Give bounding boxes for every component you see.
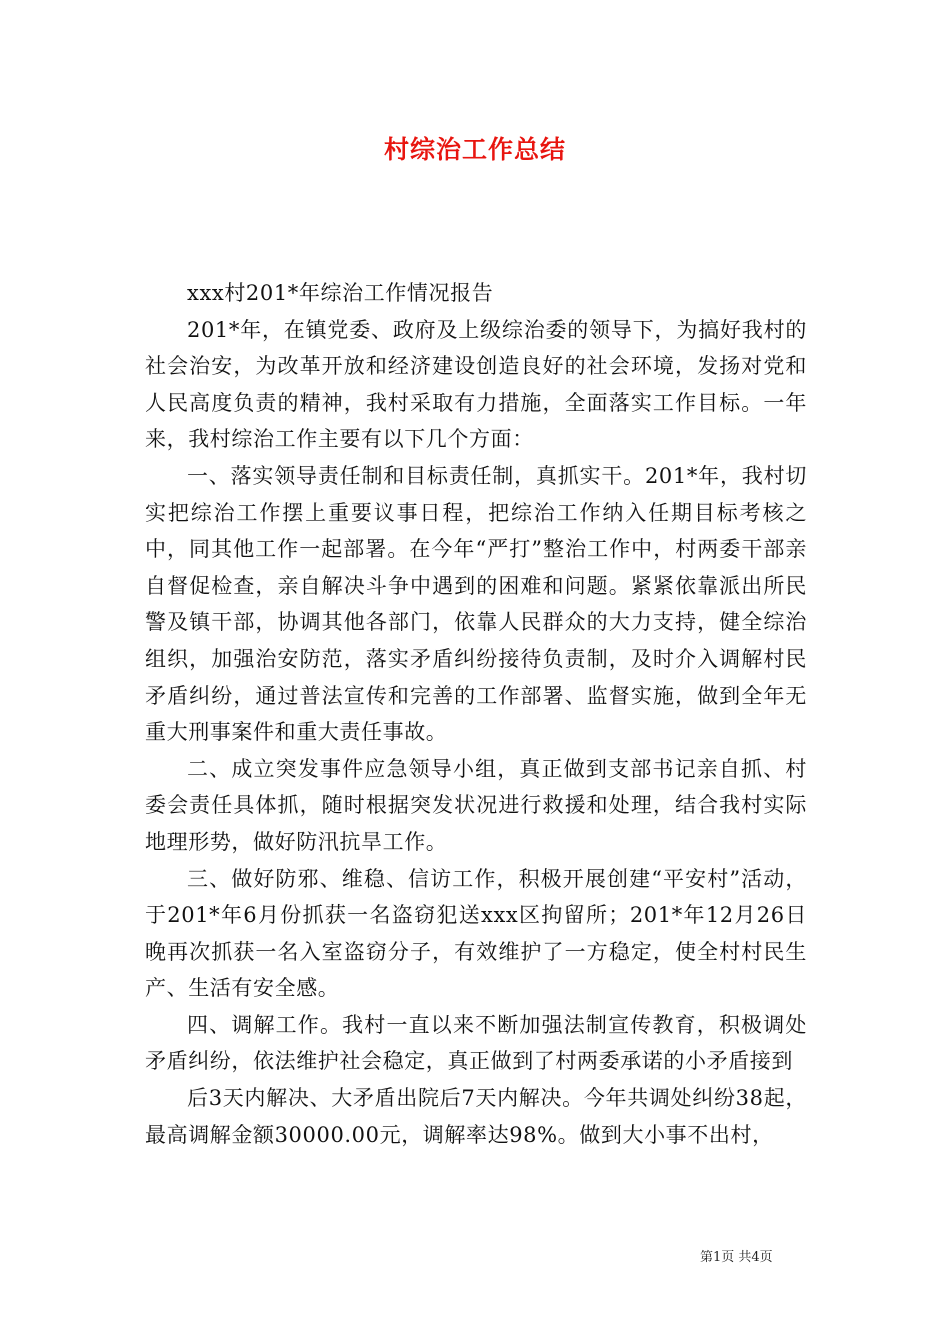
paragraph-section-2: 二、成立突发事件应急领导小组，真正做到支部书记亲自抓、村委会责任具体抓，随时根据突发状况进行救援和处理，结合我村实际地理形势，做好防汛抗旱工作。 bbox=[145, 756, 807, 854]
paragraph-intro: 201*年，在镇党委、政府及上级综治委的领导下，为搞好我村的社会治安，为改革开放和经济建设创造良好的社会环境，发扬对党和人民高度负责的精神，我村采取有力措施，全面落实工作目标。一年来，我村综治工作主要有以下几个方面： bbox=[145, 317, 807, 452]
paragraph-section-4-continued: 后3天内解决、大矛盾出院后7天内解决。今年共调处纠纷38起，最高调解金额30000.00元，调解率达98%。做到大小事不出村， bbox=[145, 1086, 807, 1147]
paragraph-section-3: 三、做好防邪、维稳、信访工作，积极开展创建“平安村”活动，于201*年6月份抓获一名盗窃犯送xxx区拘留所；201*年12月26日晚再次抓获一名入室盗窃分子，有效维护了一方稳定，使全村村民生产、生活有安全感。 bbox=[145, 866, 807, 1001]
paragraph-report-heading: xxx村201*年综治工作情况报告 bbox=[187, 281, 494, 305]
document-title: 村综治工作总结 bbox=[383, 135, 566, 164]
document-body bbox=[145, 275, 807, 1153]
paragraph-section-4: 四、调解工作。我村一直以来不断加强法制宣传教育，积极调处矛盾纠纷，依法维护社会稳定，真正做到了村两委承诺的小矛盾接到 bbox=[145, 1012, 807, 1074]
page-number-footer: 第1页 共4页 bbox=[700, 1250, 773, 1265]
paragraph-section-1: 一、落实领导责任制和目标责任制，真抓实干。201*年，我村切实把综治工作摆上重要议事日程，把综治工作纳入任期目标考核之中，同其他工作一起部署。在今年“严打”整治工作中，村两委干部亲自督促检查，亲自解决斗争中遇到的困难和问题。紧紧依靠派出所民警及镇干部，协调其他各部门，依靠人民群众的大力支持，健全综治组织，加强治安防范，落实矛盾纠纷接待负责制，及时介入调解村民矛盾纠纷，通过普法宣传和完善的工作部署、监督实施，做到全年无重大刑事案件和重大责任事故。 bbox=[145, 463, 807, 745]
